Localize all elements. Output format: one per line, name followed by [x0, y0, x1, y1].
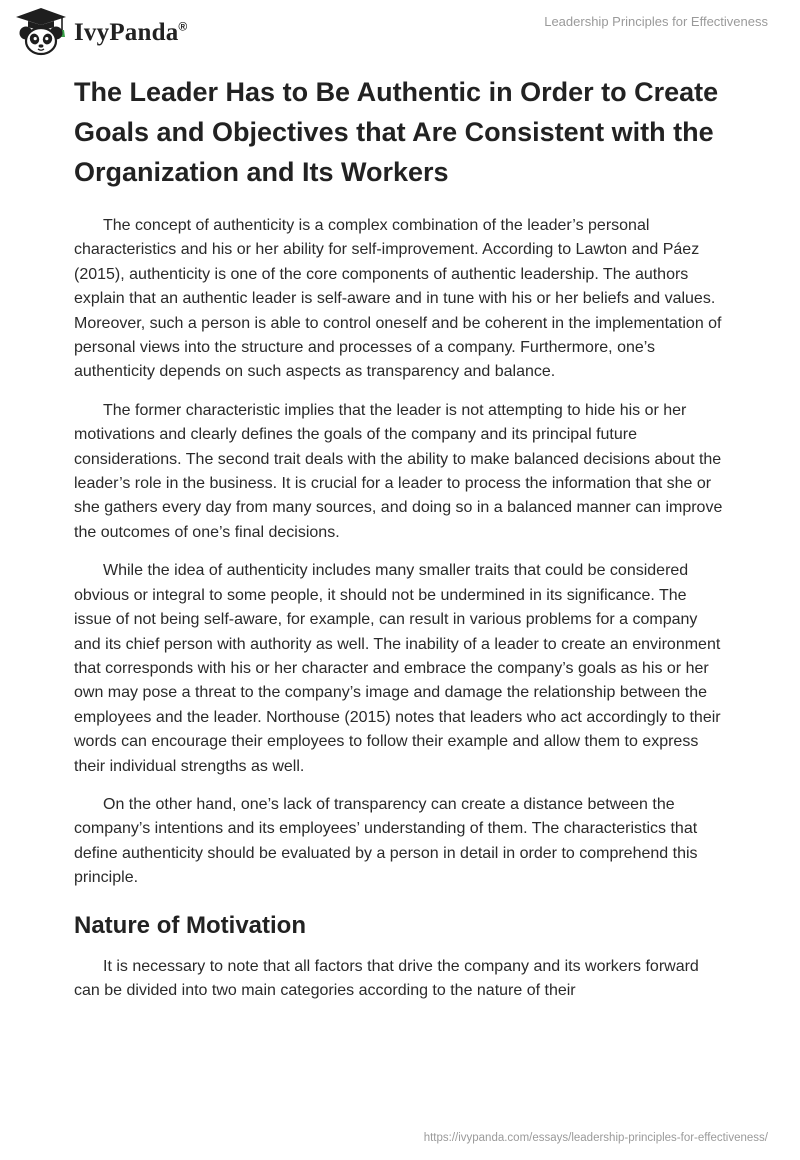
paragraph: On the other hand, one’s lack of transparency can create a distance between the company’s intentions and its employees’ understanding of them. The characteristics that define authenticity should be evaluated by a person in detail in order to comprehend this principle.: [74, 795, 698, 887]
registered-mark: ®: [178, 19, 188, 34]
brand-name-text: IvyPanda: [74, 19, 179, 46]
paragraph: While the idea of authenticity includes many smaller traits that could be considered obvious or integral to some people, it should not be undermined in its significance. The issue of not being self-aware, for example, can result in various problems for a company and its chief person with authority as well. The inability of a leader to create an environment that corresponds with his or her character and embrace the company’s goals as his or her own may pose a threat to the company’s image and damage the relationship between the employees and the leader. Northouse (2015) notes that leaders who act accordingly to their words can encourage their employees to follow their example and allow them to express their individual strengths as well.: [74, 562, 721, 775]
article-body: [74, 72, 726, 1017]
panda-graduate-icon: [12, 6, 70, 56]
brand-logo[interactable]: [12, 6, 187, 56]
article-title: The Leader Has to Be Authentic in Order to Create Goals and Objectives that Are Consistent with the Organization and Its Workers: [74, 77, 719, 187]
footer-url[interactable]: https://ivypanda.com/essays/leadership-principles-for-effectiveness/: [423, 1132, 768, 1144]
page-header: [0, 0, 800, 70]
brand-name: [74, 19, 187, 47]
paragraph: It is necessary to note that all factors that drive the company and its workers forward can be divided into two main categories according to the nature of their: [74, 957, 699, 999]
paragraph: The former characteristic implies that the leader is not attempting to hide his or her motivations and clearly defines the goals of the company and its principal future considerations. The second trait deals with the ability to make balanced decisions about the leader’s role in the business. It is crucial for a leader to process the information that she or she gathers every day from many sources, and doing so in a balanced manner can improve the outcomes of one’s final decisions.: [74, 401, 723, 541]
section-heading: Nature of Motivation: [74, 911, 306, 939]
paragraph: The concept of authenticity is a complex combination of the leader’s personal characteristics and his or her ability for self-improvement. According to Lawton and Páez (2015), authenticity is one of the core components of authentic leadership. The authors explain that an authentic leader is self-aware and in tune with his or her beliefs and values. Moreover, such a person is able to control oneself and be coherent in the implementation of personal views into the structure and processes of a company. Furthermore, one’s authenticity depends on such aspects as transparency and balance.: [74, 217, 722, 381]
document-title-header: Leadership Principles for Effectiveness: [544, 14, 768, 29]
